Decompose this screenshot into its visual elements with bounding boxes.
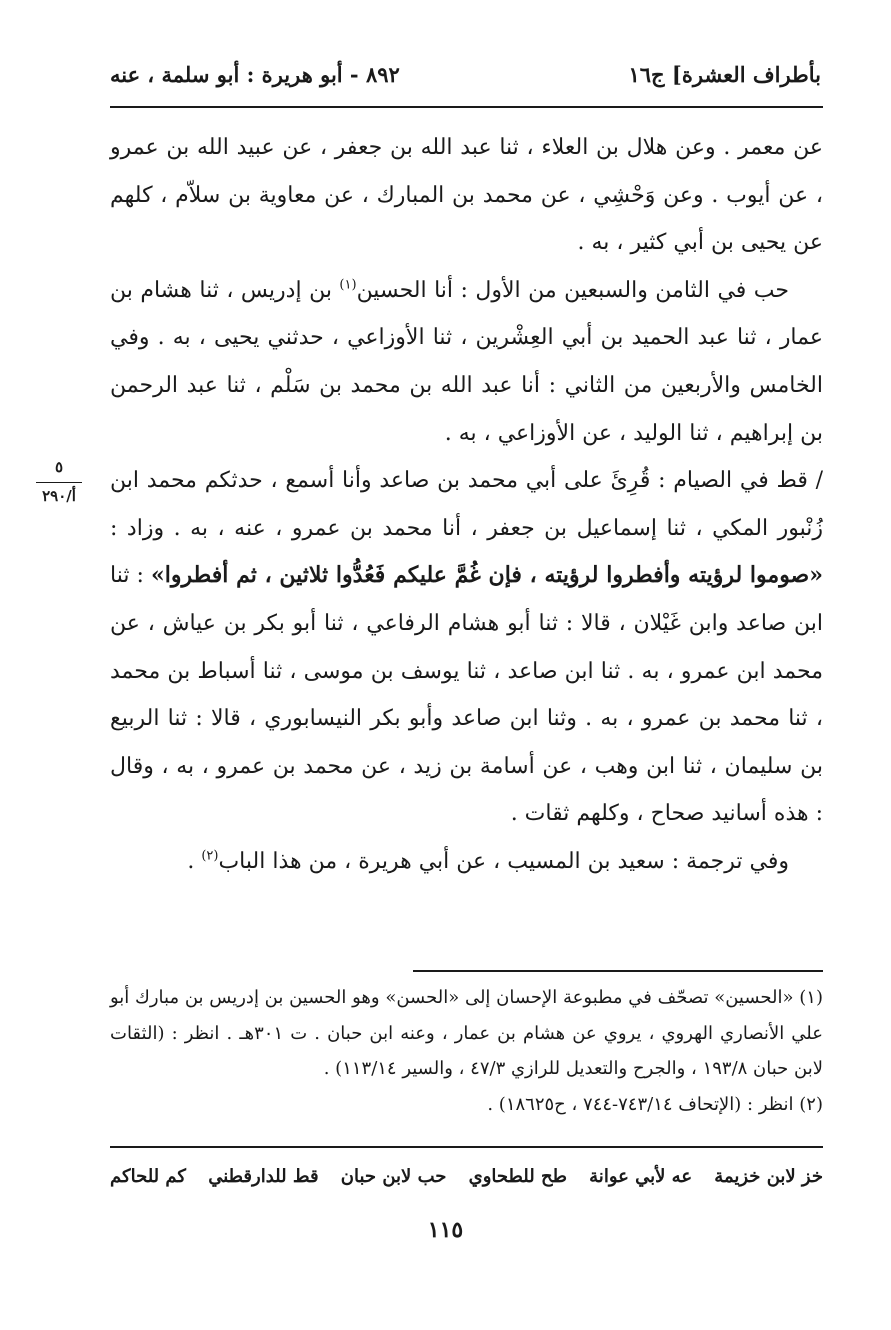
paragraph-1: عن معمر . وعن هلال بن العلاء ، ثنا عبد الله بن جعفر ، عن عبيد الله بن عمرو ، عن أيوب . وعن وَحْشِي ، عن محمد بن المبارك ، عن معاوية بن سلاّم ، كلهم عن يحيى بن أبي كثير ، به .	[110, 135, 823, 256]
header-book-title: بأطراف العشرة] ج١٦	[628, 61, 821, 87]
abbreviation-item: طح للطحاوي	[468, 1165, 567, 1187]
paragraph-4-part-b: .	[187, 848, 202, 874]
abbreviation-item: حب لابن حبان	[340, 1165, 447, 1187]
header-divider	[110, 106, 823, 108]
abbreviations-divider	[110, 1146, 823, 1148]
paragraph-3-part-a: / قط في الصيام : قُرِئَ على أبي محمد بن صاعد وأنا أسمع ، حدثكم محمد ابن زُنْبور المكي ، ثنا إسماعيل بن جعفر ، أنا محمد بن عمرو ، عنه ، به . وزاد :	[110, 468, 823, 541]
header-section-title: ٨٩٢ - أبو هريرة : أبو سلمة ، عنه	[110, 61, 400, 87]
footnote-1: (١) «الحسين» تصحّف في مطبوعة الإحسان إلى «الحسن» وهو الحسين بن إدريس بن مبارك أبو علي الأنصاري الهروي ، يروي عن هشام بن عمار ، وعنه ابن حبان . ت ٣٠١هـ . انظر : (الثقات لابن حبان ١٩٣/٨ ، والجرح والتعديل للرازي ٤٧/٣ ، والسير ١١٣/١٤) .	[110, 987, 824, 1079]
paragraph-4	[110, 838, 823, 886]
paragraph-3-part-b: : ثنا ابن صاعد وابن غَيْلان ، قالا : ثنا أبو هشام الرفاعي ، ثنا أبو بكر بن عياش ، عن محمد ابن عمرو ، به . ثنا ابن صاعد ، ثنا يوسف بن موسى ، ثنا أسباط بن محمد ، ثنا محمد بن عمرو ، به . وثنا ابن صاعد وأبو بكر النيسابوري ، قالا : ثنا الربيع بن سليمان ، ثنا ابن وهب ، عن أسامة بن زيد ، عن محمد بن عمرو ، به ، وقال : هذه أسانيد صحاح ، وكلهم ثقات .	[110, 563, 823, 827]
paragraph-2-part-a: حب في الثامن والسبعين من الأول : أنا الحسين	[356, 277, 789, 303]
footnote-ref-2[interactable]: (٢)	[201, 848, 219, 864]
abbreviation-item: عه لأبي عوانة	[589, 1165, 693, 1187]
manuscript-folio-note	[28, 458, 90, 505]
paragraph-3	[110, 457, 823, 838]
running-header	[110, 56, 821, 92]
main-text	[110, 124, 823, 886]
paragraph-2-part-b: بن إدريس ، ثنا هشام بن عمار ، ثنا عبد الحميد بن أبي العِشْرين ، ثنا الأوزاعي ، حدثني يحيى ، به . وفي الخامس والأربعين من الثاني : أنا عبد الله بن محمد بن سَلْم ، ثنا عبد الرحمن بن إبراهيم ، ثنا الوليد ، عن الأوزاعي ، به .	[110, 277, 823, 446]
paragraph-4-part-a: وفي ترجمة : سعيد بن المسيب ، عن أبي هريرة ، من هذا الباب	[218, 848, 789, 874]
abbreviations-key	[110, 1158, 823, 1194]
abbreviation-item: كم للحاكم	[110, 1165, 186, 1187]
abbreviation-item: قط للدارقطني	[208, 1165, 319, 1187]
folio-note-divider	[36, 482, 82, 483]
folio-note-top: ٥	[54, 458, 64, 476]
hadith-quote: «صوموا لرؤيته وأفطروا لرؤيته ، فإن غُمَّ عليكم فَعُدُّوا ثلاثين ، ثم أفطروا»	[151, 562, 823, 589]
abbreviation-item: خز لابن خزيمة	[714, 1165, 823, 1187]
footnote-divider	[413, 970, 823, 972]
footnote-2: (٢) انظر : (الإتحاف ٧٤٣/١٤-٧٤٤ ، ح١٨٦٢٥) .	[487, 1093, 823, 1115]
paragraph-2	[110, 267, 823, 457]
footnote-ref-1[interactable]: (١)	[339, 277, 357, 293]
footnotes	[110, 980, 823, 1122]
folio-note-bottom: أ/٢٩٠	[42, 487, 76, 505]
page-number: ١١٥	[427, 1217, 464, 1243]
